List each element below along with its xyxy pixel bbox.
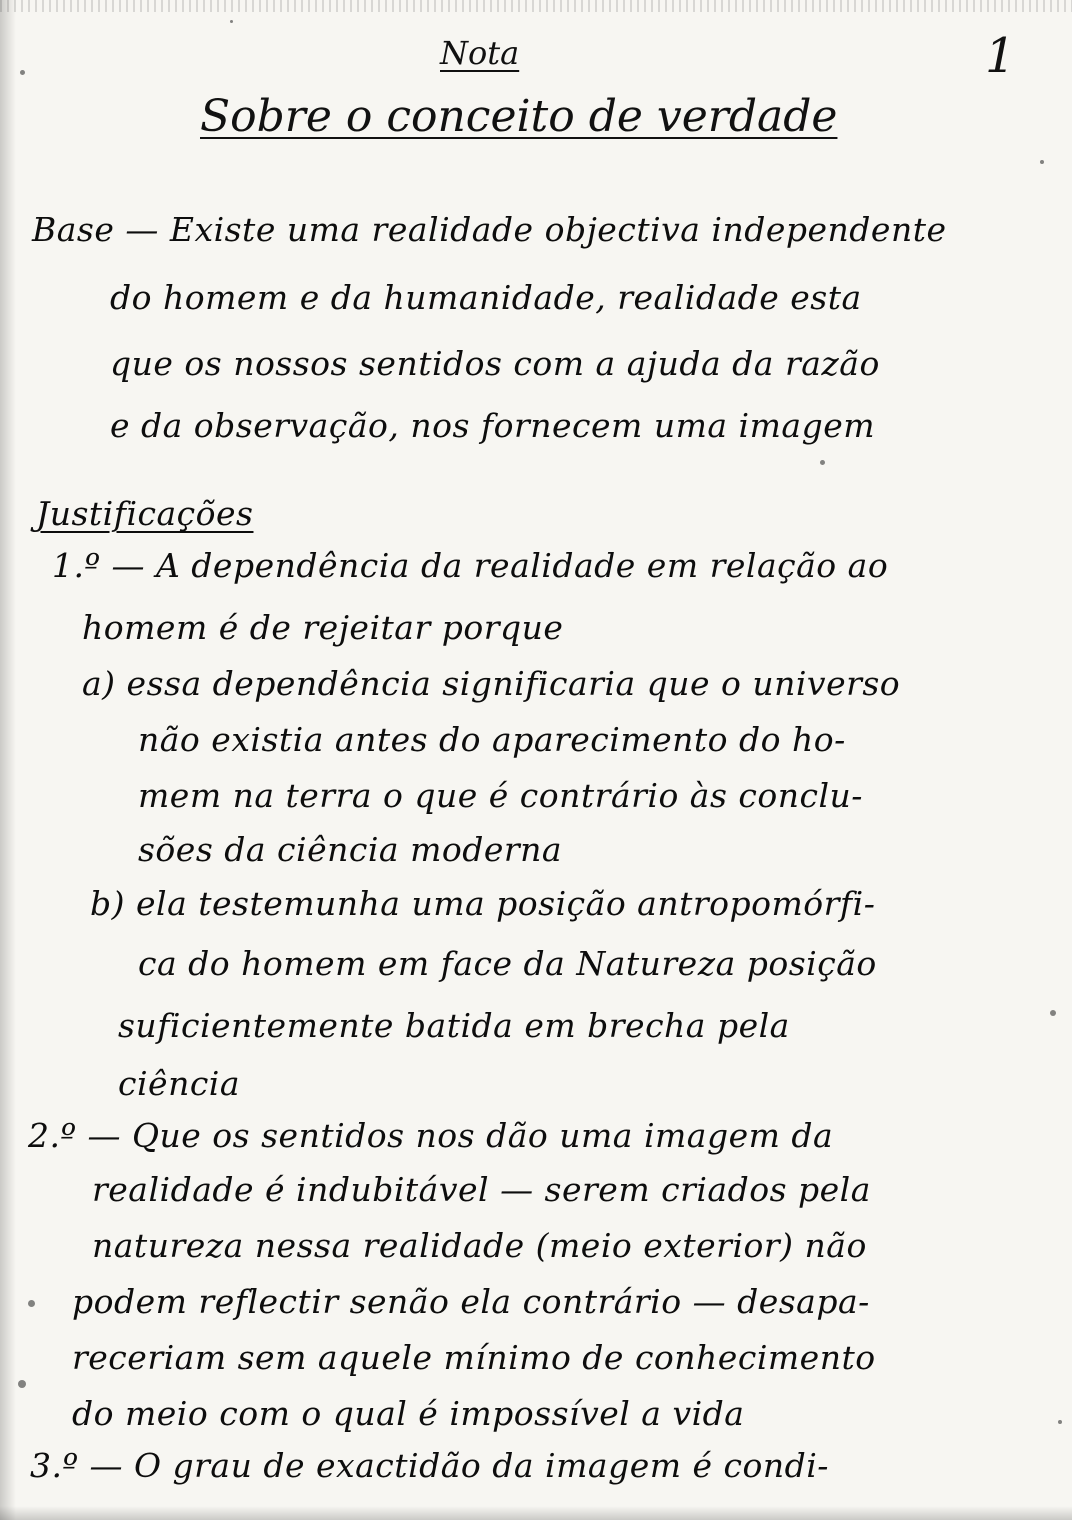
- text-line: 1.º — A dependência da realidade em relação ao: [52, 546, 889, 585]
- text-line: Base — Existe uma realidade objectiva independente: [32, 210, 947, 249]
- text-line: podem reflectir senão ela contrário — desapa-: [72, 1282, 870, 1321]
- scan-bottom-noise: [0, 1506, 1072, 1520]
- text-line: 2.º — Que os sentidos nos dão uma imagem da: [28, 1116, 834, 1155]
- scan-speck: [28, 1300, 35, 1307]
- text-line: natureza nessa realidade (meio exterior) não: [92, 1226, 867, 1265]
- scan-speck: [1058, 1420, 1062, 1424]
- text-line: homem é de rejeitar porque: [82, 608, 564, 647]
- text-line: do homem e da humanidade, realidade esta: [110, 278, 862, 317]
- text-line: sões da ciência moderna: [138, 830, 563, 869]
- text-line: ciência: [118, 1064, 241, 1103]
- text-line: b) ela testemunha uma posição antropomórfi-: [90, 884, 876, 923]
- scan-speck: [20, 70, 25, 75]
- text-line: 3.º — O grau de exactidão da imagem é condi-: [30, 1446, 829, 1485]
- text-line: suficientemente batida em brecha pela: [118, 1006, 790, 1045]
- text-line: não existia antes do aparecimento do ho-: [138, 720, 846, 759]
- text-line: mem na terra o que é contrário às conclu-: [138, 776, 863, 815]
- scan-left-edge-shadow: [0, 0, 16, 1520]
- scan-speck: [18, 1380, 26, 1388]
- text-line: que os nossos sentidos com a ajuda da razão: [110, 344, 880, 383]
- section-heading: Justificações: [36, 494, 254, 533]
- scan-speck: [1050, 1010, 1056, 1016]
- page-title: Sobre o conceito de verdade: [200, 91, 838, 142]
- scan-top-noise: [0, 0, 1072, 12]
- text-line: a) essa dependência significaria que o universo: [82, 664, 901, 703]
- text-line: e da observação, nos fornecem uma imagem: [110, 406, 876, 445]
- text-line: realidade é indubitável — serem criados pela: [92, 1170, 871, 1209]
- text-line: do meio com o qual é impossível a vida: [72, 1394, 745, 1433]
- scan-speck: [230, 20, 233, 23]
- scan-speck: [820, 460, 825, 465]
- scan-speck: [1040, 160, 1044, 164]
- page-number: 1: [985, 28, 1016, 84]
- text-line: ca do homem em face da Natureza posição: [138, 944, 877, 983]
- heading-label: Nota: [440, 34, 520, 72]
- text-line: receriam sem aquele mínimo de conhecimento: [72, 1338, 876, 1377]
